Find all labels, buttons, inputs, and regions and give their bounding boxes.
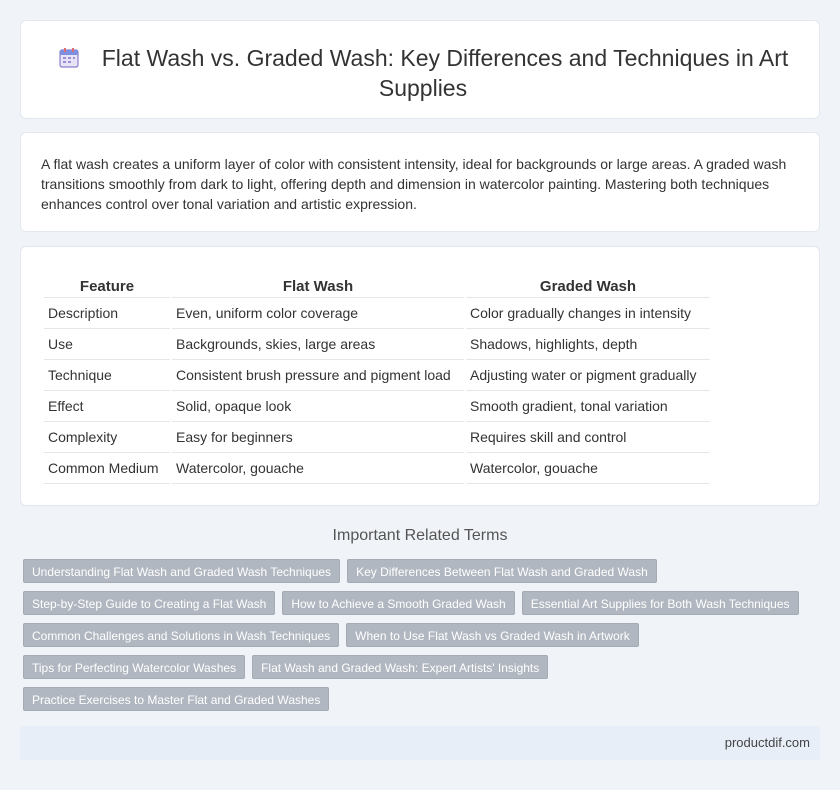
table-row (44, 422, 710, 453)
table-cell: Backgrounds, skies, large areas (172, 329, 464, 360)
table-row (44, 360, 710, 391)
related-tag[interactable]: How to Achieve a Smooth Graded Wash (282, 591, 514, 615)
page-title (43, 43, 803, 103)
table-row (44, 298, 710, 329)
related-tag[interactable]: Tips for Perfecting Watercolor Washes (23, 655, 245, 679)
table-cell: Technique (44, 360, 170, 391)
table-cell: Color gradually changes in intensity (466, 298, 710, 329)
table-cell: Complexity (44, 422, 170, 453)
header-feature: Feature (44, 276, 170, 298)
intro-paragraph: A flat wash creates a uniform layer of color with consistent intensity, ideal for backgrounds or large areas. A graded wash transitions smoothly from dark to light, offering depth and dimension in watercolor painting. Mastering both techniques enhances control over tonal variation and artistic expression. (41, 156, 787, 212)
table-cell: Easy for beginners (172, 422, 464, 453)
table-row (44, 391, 710, 422)
page-title-text: Flat Wash vs. Graded Wash: Key Differences and Techniques in Art Supplies (101, 45, 789, 101)
comparison-table (42, 276, 712, 484)
calendar-icon (58, 47, 80, 69)
footer (20, 726, 820, 760)
table-row (44, 329, 710, 360)
related-terms-list (23, 559, 823, 719)
related-tag[interactable]: Key Differences Between Flat Wash and Graded Wash (347, 559, 657, 583)
table-cell: Consistent brush pressure and pigment load (172, 360, 464, 391)
table-cell: Watercolor, gouache (172, 453, 464, 484)
title-card (20, 20, 820, 119)
table-cell: Adjusting water or pigment gradually (466, 360, 710, 391)
related-tag[interactable]: Flat Wash and Graded Wash: Expert Artists' Insights (252, 655, 548, 679)
table-cell: Requires skill and control (466, 422, 710, 453)
table-cell: Effect (44, 391, 170, 422)
related-tag[interactable]: Understanding Flat Wash and Graded Wash Techniques (23, 559, 340, 583)
related-tag[interactable]: Essential Art Supplies for Both Wash Techniques (522, 591, 799, 615)
header-graded-wash: Graded Wash (466, 276, 710, 298)
table-row (44, 453, 710, 484)
related-tag[interactable]: Step-by-Step Guide to Creating a Flat Wash (23, 591, 275, 615)
footer-site: productdif.com (724, 735, 810, 750)
header-flat-wash: Flat Wash (172, 276, 464, 298)
related-tag[interactable]: Practice Exercises to Master Flat and Graded Washes (23, 687, 329, 711)
table-cell: Solid, opaque look (172, 391, 464, 422)
related-tag[interactable]: When to Use Flat Wash vs Graded Wash in Artwork (346, 623, 639, 647)
related-tag[interactable]: Common Challenges and Solutions in Wash Techniques (23, 623, 339, 647)
table-cell: Even, uniform color coverage (172, 298, 464, 329)
intro-card (20, 132, 820, 232)
table-cell: Use (44, 329, 170, 360)
table-cell: Common Medium (44, 453, 170, 484)
related-terms-title: Important Related Terms (332, 527, 508, 544)
table-cell: Smooth gradient, tonal variation (466, 391, 710, 422)
comparison-card (20, 246, 820, 506)
table-cell: Description (44, 298, 170, 329)
table-header-row (44, 276, 710, 298)
table-cell: Watercolor, gouache (466, 453, 710, 484)
table-cell: Shadows, highlights, depth (466, 329, 710, 360)
